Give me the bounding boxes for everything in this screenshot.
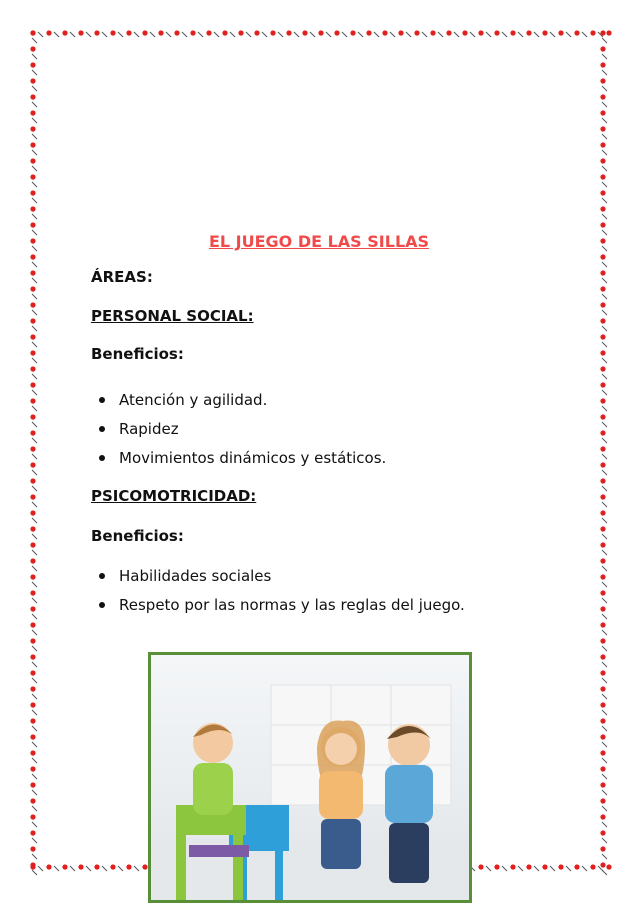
benefits-label: Beneficios: (91, 527, 184, 545)
list-item: Rapidez (91, 419, 386, 448)
benefits-list-personal-social (91, 390, 386, 477)
list-item: Respeto por las normas y las reglas del juego. (91, 595, 465, 624)
benefits-list-psicomotricidad (91, 566, 465, 624)
decorative-border-left (26, 26, 42, 876)
list-item: Movimientos dinámicos y estáticos. (91, 448, 386, 477)
list-item: Habilidades sociales (91, 566, 465, 595)
decorative-border-right (596, 26, 612, 876)
list-item: Atención y agilidad. (91, 390, 386, 419)
benefits-label: Beneficios: (91, 345, 184, 363)
section-heading-personal-social: PERSONAL SOCIAL: (91, 307, 254, 325)
section-heading-psicomotricidad: PSICOMOTRICIDAD: (91, 487, 257, 505)
bullet-icon (99, 602, 105, 608)
children-playing-photo (148, 652, 472, 903)
bullet-icon (99, 397, 105, 403)
decorative-border-top (26, 26, 612, 42)
bullet-icon (99, 426, 105, 432)
bullet-icon (99, 455, 105, 461)
areas-label: ÁREAS: (91, 268, 153, 286)
document-title: EL JUEGO DE LAS SILLAS (208, 232, 430, 251)
bullet-icon (99, 573, 105, 579)
